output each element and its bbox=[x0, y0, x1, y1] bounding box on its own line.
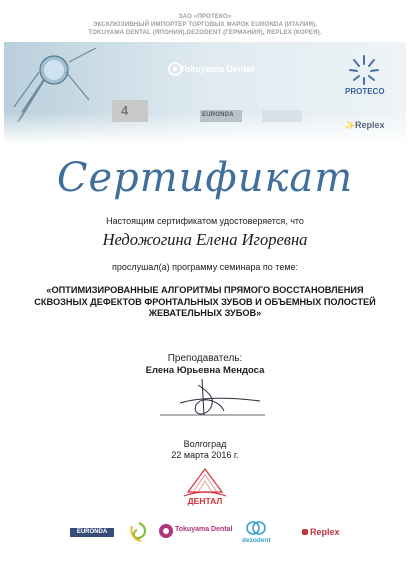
recipient-name: Недожогина Елена Игоревна bbox=[102, 230, 308, 249]
teacher-label: Преподаватель: bbox=[167, 353, 243, 364]
footer-replex-logo: Replex bbox=[302, 527, 340, 537]
proteco-label: PROTECO bbox=[345, 87, 385, 96]
issuer-line-2: ЭКСКЛЮЗИВНЫЙ ИМПОРТЕР ТОРГОВЫХ МАРОК EURONDA (ИТАЛИЯ), bbox=[93, 21, 317, 28]
logo-box-3 bbox=[262, 110, 302, 122]
certifies-text: Настоящим сертификатом удостоверяется, что bbox=[106, 216, 304, 226]
euronda-banner-label: EURONDA bbox=[202, 112, 234, 118]
replex-banner-label: ✨Replex bbox=[345, 120, 385, 130]
issuer-line-3: TOKUYAMA DENTAL (ЯПОНИЯ),DEZODENT (ГЕРМАНИЯ), REPLEX (КОРЕЯ). bbox=[88, 29, 322, 36]
attended-text: прослушал(а) программу семинара по теме: bbox=[111, 262, 299, 272]
footer-tokuyama-icon bbox=[157, 522, 175, 540]
dental-logo-text: ДЕНТАЛ bbox=[187, 496, 223, 506]
footer-tokuyama-label: Tokuyama Dental bbox=[175, 526, 233, 533]
date: 22 марта 2016 г. bbox=[171, 450, 239, 460]
footer-swirl-icon bbox=[127, 520, 151, 546]
signature bbox=[140, 375, 280, 423]
replex-footer-icon bbox=[302, 529, 308, 535]
city: Волгоград bbox=[183, 439, 227, 449]
certificate-title: Сертификат bbox=[56, 155, 354, 201]
replex-icon: ✨ bbox=[345, 121, 355, 130]
logo-box-1 bbox=[112, 100, 148, 122]
footer-euronda-logo: EURONDA bbox=[70, 528, 114, 537]
tokuyama-banner-label: Tokuyama Dental bbox=[180, 64, 254, 74]
svg-text:4: 4 bbox=[121, 103, 129, 118]
teacher-name: Елена Юрьевна Мендоса bbox=[145, 365, 265, 376]
issuer-line-1: ЗАО «ПРОТЕКО» bbox=[178, 13, 232, 20]
footer-dezodent-icon bbox=[246, 519, 266, 537]
footer-dezodent-label: dezodent bbox=[242, 537, 271, 544]
seminar-topic: «ОПТИМИЗИРОВАННЫЕ АЛГОРИТМЫ ПРЯМОГО ВОССТАНОВЛЕНИЯ СКВОЗНЫХ ДЕФЕКТОВ ФРОНТАЛЬНЫХ ЗУБОВ И ОБЪЕМНЫХ ПОЛОСТЕЙ ЖЕВАТЕЛЬНЫХ ЗУБОВ» bbox=[34, 285, 376, 318]
